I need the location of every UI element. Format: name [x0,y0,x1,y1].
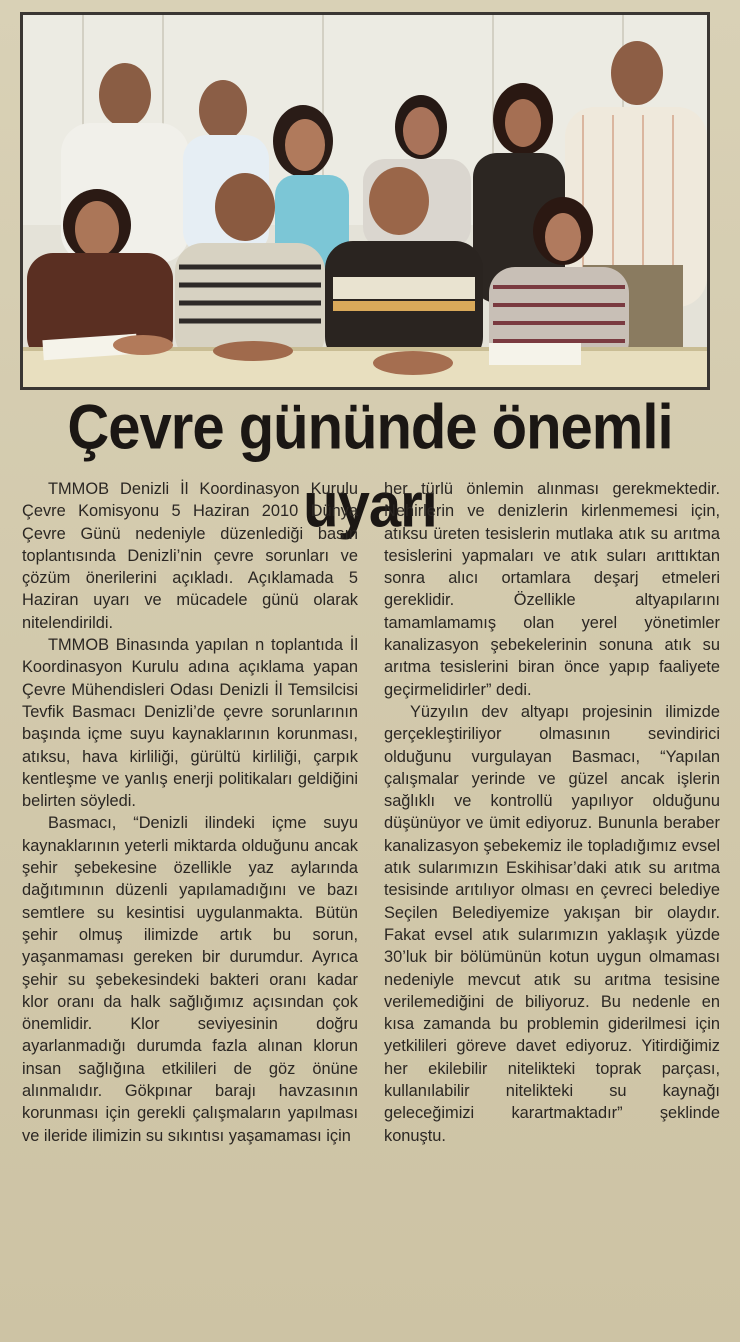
group-photo-frame [20,12,710,390]
article-body [22,478,720,1330]
article-paragraph: her türlü önlemin alınması gerekmektedir. Nehirlerin ve denizlerin kirlenmemesi için, atıksu üreten tesislerin mutlaka atık su arıtma tesislerini yapmaları ve atık suları arıttıktan sonra alıcı ortamlara deşarj etmeleri gereklidir. Özellikle altyapılarını tamamlamamış olan yerel yönetimler kanalizasyon şebekelerinin sonuna atık su arıtma tesislerini biran önce yapıp faaliyete geçirmelidirler” dedi. [384,480,720,699]
article-paragraph: TMMOB Denizli İl Koordinasyon Kurulu Çevre Komisyonu 5 Haziran 2010 Dünya Çevre Günü nedeniyle düzenlediği basın toplantısında Denizli’nin çevre sorunları ve çözüm önerilerini açıkladı. Açıklamada 5 Haziran uyarı ve mücadele günü olarak nitelendirildi. [22,480,358,632]
group-photo-illustration [23,15,707,387]
article-paragraph: Yüzyılın dev altyapı projesinin ilimizde gerçekleştiriliyor olmasının sevindirici olduğunu vurgulayan Basmacı, “Yapılan çalışmalar yerinde ve güzel ancak işlerin sağlıklı ve kontrollü yapılıyor olduğunu düşünüyor ve ümit ediyoruz. Bununla beraber kanalizasyon şebekemiz ile topladığımız evsel atık sularımızın Eskihisar’daki atık su arıtma tesisinde arıtılıyor olması en çevreci belediye Seçilen Belediyemize yakışan bir olaydır. Fakat evsel atık sularımızın yaklaşık yüzde 30’luk bir bölümünün kotun uygun olmaması nedeniyle mevcut atık su arıtma tesisine verilemediğini de biliyoruz. Bu nedenle en kısa zamanda bu problemin giderilmesi için yetkilileri göreve davet ediyoruz. Yitirdiğimiz her ekilebilir nitelikteki toprak parçası, kullanılabilir nitelikteki su kaynağı geleceğimizi karartmaktadır” şeklinde konuştu. [384,702,720,1145]
article-column-right [384,478,720,1330]
article-headline: Çevre gününde önemli uyarı [67,392,673,541]
article-column-left [22,478,358,1330]
article-paragraph: Basmacı, “Denizli ilindeki içme suyu kaynaklarının yeterli miktarda olduğunu ancak şehir şebekesine özellikle yaz aylarında dağıtımının düzenli yapılamadığını ve bazı semtlere su kesintisi uygulanmakta. Bütün şehir olmuş ilimizde artık bu sorun, yaşanmaması gereken bir durumdur. Ayrıca şehir su şebekesindeki bakteri oranı kadar klor oranı da halk sağlığımız açısından çok önemlidir. Klor seviyesinin doğru ayarlanmadığı durumda fazla alınan klorun insan sağlığına etkilileri de göz önüne alınmalıdır. Gökpınar barajı havzasının korunması için gerekli çalışmaların yapılması ve ileride ilimizin su sıkıntısı yaşamaması için [22,814,358,1145]
group-photo [23,15,707,387]
article-paragraph: TMMOB Binasında yapılan n toplantıda İl Koordinasyon Kurulu adına açıklama yapan Çevre Mühendisleri Odası Denizli İl Temsilcisi Tevfik Basmacı Denizli’de çevre sorunlarının başında içme suyu kaynaklarının korunması, atıksu, hava kirliliği, gürültü kirliliği, çarpık kentleşme ve yanlış enerji politikaları geldiğini belirten söyledi. [22,636,358,811]
